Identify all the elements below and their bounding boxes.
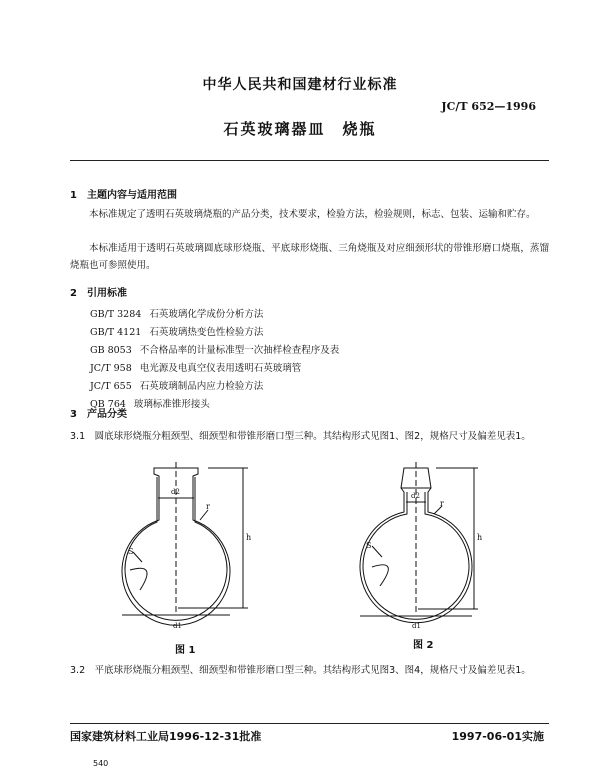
reference-item	[90, 360, 301, 374]
label-r: r	[206, 502, 210, 511]
reference-code: GB/T 4121	[90, 327, 142, 338]
footer-divider	[70, 723, 549, 724]
reference-title: 不合格品率的计量标准型一次抽样检查程序及表	[139, 345, 340, 356]
section-1-paragraph-2: 本标准适用于透明石英玻璃圆底球形烧瓶、平底球形烧瓶、三角烧瓶及对应细颈形状的带锥形磨口烧瓶，蒸馏烧瓶也可参照使用。	[70, 243, 549, 271]
issuer-approval: 国家建筑材料工业局1996-12-31批准	[70, 730, 262, 743]
document-title: 石英玻璃器皿 烧瓶	[223, 120, 377, 138]
label-h: h	[246, 533, 252, 542]
label-d1: d1	[173, 622, 182, 630]
label-s: S	[366, 541, 372, 550]
section-3-1-paragraph: 3.1 圆底球形烧瓶分粗颈型、细颈型和带锥形磨口型三种。其结构形式见图1、图2，规格尺寸及偏差见表1。	[70, 431, 531, 442]
break-line	[130, 568, 147, 590]
reference-title: 石英玻璃热变色性检验方法	[149, 327, 264, 338]
standard-category-title: 中华人民共和国建材行业标准	[202, 77, 398, 93]
reference-item	[90, 342, 339, 356]
reference-title: 电光源及电真空仪表用透明石英玻璃管	[139, 363, 302, 374]
label-d2: d2	[411, 492, 420, 500]
reference-title: 石英玻璃化学成份分析方法	[149, 309, 264, 320]
wall-thickness-leader	[133, 552, 142, 562]
reference-code: QB 764	[90, 399, 126, 410]
figure-2-caption: 图 2	[413, 640, 434, 651]
page-number: 540	[93, 759, 109, 768]
reference-item	[90, 378, 263, 392]
section-1-heading: 1 主题内容与适用范围	[70, 190, 177, 201]
label-s: S	[128, 547, 134, 556]
wall-thickness-leader	[372, 546, 382, 557]
implementation-date: 1997-06-01实施	[451, 730, 544, 743]
radius-leader	[200, 510, 208, 520]
reference-code: JC/T 958	[90, 363, 132, 374]
reference-code: GB/T 3284	[90, 309, 142, 320]
label-d1: d1	[412, 622, 421, 630]
label-r: r	[440, 499, 444, 508]
break-line	[372, 565, 388, 586]
reference-item	[90, 306, 263, 320]
reference-code: JC/T 655	[90, 381, 132, 392]
section-1-paragraph-1: 本标准规定了透明石英玻璃烧瓶的产品分类，技术要求，检验方法，检验规则，标志、包装、运输和贮存。	[89, 209, 536, 220]
figure-1-caption: 图 1	[175, 645, 196, 656]
reference-title: 石英玻璃制品内应力检验方法	[139, 381, 264, 392]
reference-title: 玻璃标准锥形接头	[133, 399, 210, 410]
reference-item	[90, 324, 263, 338]
header-divider	[70, 160, 549, 161]
figure-1-flask-drawing	[118, 462, 268, 637]
figure-2-flask-drawing	[352, 462, 502, 634]
label-d2: d2	[171, 488, 180, 496]
section-3-heading: 3 产品分类	[70, 409, 127, 420]
standard-code: JC/T 652—1996	[441, 100, 536, 113]
reference-code: GB 8053	[90, 345, 132, 356]
section-3-2-paragraph: 3.2 平底球形烧瓶分粗颈型、细颈型和带锥形磨口型三种。其结构形式见图3、图4，规格尺寸及偏差见表1。	[70, 665, 531, 676]
section-2-heading: 2 引用标准	[70, 288, 127, 299]
label-h: h	[477, 533, 483, 542]
